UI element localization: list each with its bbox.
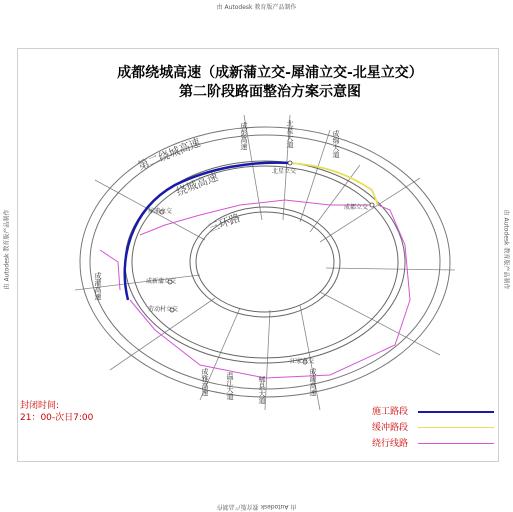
outer-ring-label: 第二绕城高速	[136, 136, 203, 173]
watermark-top: 由 Autodesk 教育版产品制作	[216, 4, 297, 11]
watermark-bottom: 由 Autodesk 教育版产品制作	[216, 503, 297, 510]
closure-time: 21：00-次日7:00	[20, 413, 94, 423]
legend-buffer-label: 缓冲路段	[372, 423, 409, 433]
radial-road-label: 成雅高速	[201, 368, 209, 396]
laodong-interchange-label: 劳动村立交	[148, 306, 179, 313]
middle-ring-label: 绕城高速	[174, 170, 220, 199]
detour-route	[100, 200, 410, 378]
closure-label: 封闭时间:	[20, 401, 60, 411]
chengxinpu-interchange-label: 成新蒲立交	[146, 278, 177, 285]
radial-road-label: 温江大道	[226, 372, 234, 400]
legend-detour-line	[418, 443, 494, 444]
legend-detour-label: 绕行线路	[372, 439, 409, 449]
radial-road-label: 北星大道	[286, 120, 294, 148]
beixing-interchange-label: 北星立交	[272, 168, 297, 175]
watermark-right: 由 Autodesk 教育版产品制作	[502, 209, 510, 290]
radial-road-label: 成彭高速	[240, 122, 248, 150]
radial-road-label: 郫县大道	[258, 376, 266, 404]
outer-ring-inner-edge	[90, 135, 440, 389]
legend-construction-label: 施工路段	[372, 407, 409, 417]
radial-road-label: 成渝高速	[309, 368, 317, 396]
legend-construction-line	[418, 411, 494, 413]
watermark-left: 由 Autodesk 教育版产品制作	[3, 209, 11, 290]
outer-ring	[80, 127, 450, 397]
map-title: 成都绕城高速（成新蒲立交-犀浦立交-北星立交）	[117, 65, 423, 81]
middle-ring-inner-edge	[132, 166, 398, 358]
chengdu-interchange-label: 成都立交	[344, 204, 369, 211]
radial-road-label: 成灌高速	[94, 272, 102, 300]
map-subtitle: 第二阶段路面整治方案示意图	[179, 84, 361, 100]
radial-road-label: 成绵大道	[332, 130, 340, 158]
inner-ring-label: 三环路	[206, 211, 243, 235]
jiangjia-interchange-label: 江家立交	[290, 358, 315, 365]
xipu-interchange-label: 犀浦立交	[148, 208, 173, 215]
legend-buffer-line	[418, 427, 494, 428]
